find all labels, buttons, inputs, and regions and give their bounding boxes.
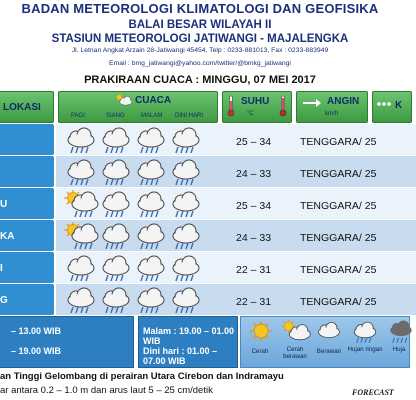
forecast-title: PRAKIRAAN CUACA : MINGGU, 07 MEI 2017 [84, 74, 316, 86]
sun-cloud-icon [113, 93, 133, 107]
office-title: BALAI BESAR WILAYAH II [128, 19, 272, 31]
weather-legend [240, 316, 410, 368]
location-name: G [0, 295, 8, 306]
legend-sun-icon [249, 320, 273, 342]
temperature-value: 25 – 34 [236, 136, 272, 148]
cloud-rain-icon [99, 157, 133, 187]
wave-current-note: ar antara 0.2 – 1.0 m dan arus laut 5 – 25 cm/detik [0, 385, 213, 396]
cloud-rain-icon [169, 189, 203, 219]
cloud-rain-icon [134, 125, 168, 155]
legend-sun-cloud-label: Cerah berawan [283, 346, 307, 360]
legend-rain-icon [351, 319, 379, 345]
legend-heavy-rain-label: Huja [392, 346, 406, 353]
period-malam: MALAM [141, 113, 163, 119]
header-wind [296, 91, 368, 123]
cloud-rain-icon [64, 125, 98, 155]
cloud-rain-icon [99, 189, 133, 219]
period-info-night [138, 316, 238, 368]
forecast-row [0, 156, 400, 190]
location-name: U [0, 199, 8, 210]
wind-unit: km/h [325, 111, 339, 117]
period-pagi: PAGI [71, 113, 85, 119]
temperature-unit: °C [247, 111, 254, 117]
cloud-rain-icon [134, 189, 168, 219]
header-temperature [222, 91, 292, 123]
cloud-rain-icon [169, 157, 203, 187]
forecast-row [0, 124, 400, 158]
cloud-rain-icon [99, 125, 133, 155]
period-dini-hari: DINI HARI [175, 113, 204, 119]
location-cell [0, 220, 54, 251]
cloud-rain-icon [134, 221, 168, 251]
agency-title: BADAN METEOROLOGI KLIMATOLOGI DAN GEOFISIKA [21, 1, 379, 16]
station-title: STASIUN METEOROLOGI JATIWANGI - MAJALENGKA [51, 33, 349, 45]
wind-arrow-icon [302, 98, 322, 108]
header-humidity-label: K [395, 100, 403, 111]
period-dini-time: Dini hari : 01.00 – 07.00 WIB [143, 346, 218, 366]
header-location-label: LOKASI [3, 102, 41, 113]
temperature-value: 22 – 31 [236, 264, 272, 276]
sun-cloud-rain-icon [64, 189, 98, 219]
period-malam-time: Malam : 19.00 – 01.00 WIB [143, 326, 235, 346]
period-siang-time: – 19.00 WIB [11, 346, 62, 356]
wind-value: TENGGARA/ 25 [300, 136, 377, 148]
legend-cloud-label: Berawan [316, 348, 342, 355]
header-temperature-label: SUHU [241, 96, 270, 107]
forecast-row [0, 284, 400, 318]
wind-value: TENGGARA/ 25 [300, 168, 377, 180]
temperature-value: 22 – 31 [236, 296, 272, 308]
cloud-rain-icon [134, 285, 168, 315]
wave-height-note: an Tinggi Gelombang di perairan Utara Cirebon dan Indramayu [0, 371, 284, 382]
location-cell [0, 124, 54, 155]
forecast-row [0, 252, 400, 286]
station-contact: Email : bmg_jatiwangi@yahoo.com/twitter/@bmkg_jatiwangi [109, 60, 291, 67]
thermometer-red-icon [279, 95, 287, 117]
cloud-rain-icon [99, 253, 133, 283]
thermometer-icon [227, 95, 235, 117]
report-header [0, 0, 400, 90]
cloud-rain-icon [99, 285, 133, 315]
legend-heavy-rain-icon [387, 319, 415, 345]
humidity-drops-icon [376, 100, 392, 108]
forecast-row [0, 188, 400, 222]
header-weather-label: CUACA [135, 95, 172, 106]
cloud-rain-icon [64, 157, 98, 187]
wind-value: TENGGARA/ 25 [300, 296, 377, 308]
header-location [0, 91, 54, 123]
location-name: I [0, 263, 3, 274]
location-cell [0, 284, 54, 315]
location-cell [0, 188, 54, 219]
cloud-rain-icon [134, 253, 168, 283]
header-wind-label: ANGIN [327, 96, 360, 107]
sun-cloud-rain-icon [64, 221, 98, 251]
location-cell [0, 156, 54, 187]
station-address: Jl. Letnan Angkat Arzain 28-Jatiwangi 45454, Telp : 0233-881013, Fax : 0233-883949 [71, 47, 329, 54]
header-humidity [372, 91, 412, 123]
period-siang: SIANG [106, 113, 125, 119]
wind-value: TENGGARA/ 25 [300, 264, 377, 276]
cloud-rain-icon [169, 221, 203, 251]
temperature-value: 25 – 34 [236, 200, 272, 212]
cloud-rain-icon [169, 253, 203, 283]
cloud-rain-icon [169, 125, 203, 155]
wind-value: TENGGARA/ 25 [300, 200, 377, 212]
legend-rain-label: Hujan ringan [347, 346, 383, 353]
cloud-rain-icon [99, 221, 133, 251]
forecast-brand: FORECAST [352, 388, 394, 397]
temperature-value: 24 – 33 [236, 168, 272, 180]
legend-sun-cloud-icon [281, 319, 309, 343]
location-name: KA [0, 231, 15, 242]
forecast-row [0, 220, 400, 254]
legend-sun-label: Cerah [251, 348, 269, 355]
cloud-rain-icon [134, 157, 168, 187]
temperature-value: 24 – 33 [236, 232, 272, 244]
period-pagi-time: – 13.00 WIB [11, 326, 62, 336]
location-cell [0, 252, 54, 283]
legend-cloud-icon [315, 320, 343, 344]
cloud-rain-icon [64, 285, 98, 315]
period-info-day [0, 316, 134, 368]
cloud-rain-icon [64, 253, 98, 283]
wind-value: TENGGARA/ 25 [300, 232, 377, 244]
cloud-rain-icon [169, 285, 203, 315]
header-weather [58, 91, 218, 123]
